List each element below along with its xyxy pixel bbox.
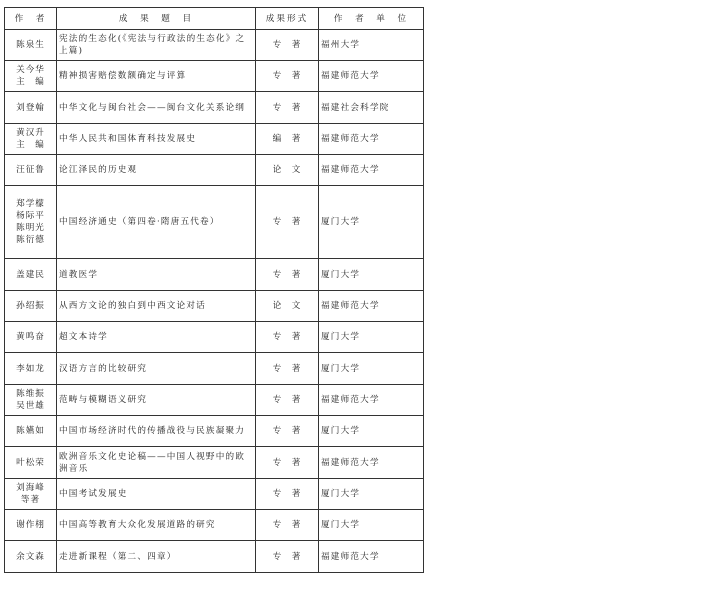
author-name: 李如龙: [16, 363, 45, 374]
unit-cell: 福建师范大学: [319, 155, 424, 186]
type-cell: 专 著: [256, 92, 319, 124]
author-cell: [5, 322, 57, 353]
title-cell: 中华文化与闽台社会——闽台文化关系论纲: [57, 92, 256, 124]
title-cell: 宪法的生态化(《宪法与行政法的生态化》之上篇): [57, 30, 256, 61]
table-row: [5, 353, 424, 385]
author-cell: [5, 259, 57, 291]
type-cell: 专 著: [256, 259, 319, 291]
type-cell: 专 著: [256, 510, 319, 541]
unit-cell: 厦门大学: [319, 353, 424, 385]
unit-cell: 福建师范大学: [319, 385, 424, 416]
author-name: 杨际平: [16, 211, 45, 221]
title-cell: 超文本诗学: [57, 322, 256, 353]
author-name: 等著: [20, 495, 41, 505]
author-cell: [5, 416, 57, 447]
unit-cell: 福建师范大学: [319, 541, 424, 573]
table-header-row: [5, 8, 424, 30]
author-name: 黄汉升: [16, 128, 45, 138]
author-cell: [5, 353, 57, 385]
author-name: 郑学檬: [16, 199, 45, 209]
table-body: [5, 30, 424, 573]
type-cell: 专 著: [256, 479, 319, 510]
type-cell: 专 著: [256, 30, 319, 61]
unit-cell: 厦门大学: [319, 416, 424, 447]
header-title: 成 果 题 目: [57, 8, 256, 30]
title-cell: 中华人民共和国体育科技发展史: [57, 124, 256, 155]
author-name: 陈泉生: [16, 40, 45, 50]
type-cell: 专 著: [256, 385, 319, 416]
table-row: [5, 385, 424, 416]
author-name: 关今华: [16, 65, 45, 75]
type-cell: 专 著: [256, 186, 319, 259]
author-name: 陈维振: [16, 389, 45, 399]
type-cell: 论 文: [256, 155, 319, 186]
table-row: [5, 447, 424, 479]
header-author: 作 者: [5, 8, 57, 30]
author-name: 主 编: [16, 140, 45, 150]
author-cell: [5, 30, 57, 61]
author-name: 孙绍振: [16, 301, 45, 311]
table-row: [5, 61, 424, 92]
title-cell: 中国考试发展史: [57, 479, 256, 510]
type-cell: 论 文: [256, 291, 319, 322]
author-name: 主 编: [16, 77, 45, 87]
type-cell: 专 著: [256, 416, 319, 447]
header-type: 成果形式: [256, 8, 319, 30]
author-name: 黄鸣奋: [16, 332, 45, 342]
author-cell: [5, 155, 57, 186]
type-cell: 专 著: [256, 447, 319, 479]
author-name: 刘登翰: [16, 102, 45, 113]
unit-cell: 福建师范大学: [319, 447, 424, 479]
table-row: [5, 155, 424, 186]
author-cell: [5, 510, 57, 541]
unit-cell: 福建师范大学: [319, 61, 424, 92]
type-cell: 专 著: [256, 353, 319, 385]
title-cell: 走进新课程（第二、四章）: [57, 541, 256, 573]
table-row: [5, 322, 424, 353]
author-name: 吴世雄: [16, 401, 45, 411]
table-row: [5, 92, 424, 124]
unit-cell: 福州大学: [319, 30, 424, 61]
type-cell: 专 著: [256, 61, 319, 92]
author-name: 刘海峰: [16, 483, 45, 493]
table-row: [5, 124, 424, 155]
header-unit: 作 者 单 位: [319, 8, 424, 30]
table-row: [5, 30, 424, 61]
title-cell: 汉语方言的比较研究: [57, 353, 256, 385]
author-cell: [5, 61, 57, 92]
unit-cell: 厦门大学: [319, 510, 424, 541]
type-cell: 专 著: [256, 322, 319, 353]
title-cell: 中国经济通史（第四卷·隋唐五代卷）: [57, 186, 256, 259]
table-row: [5, 510, 424, 541]
table-row: [5, 291, 424, 322]
author-name: 谢作栩: [16, 520, 45, 530]
type-cell: 专 著: [256, 541, 319, 573]
title-cell: 中国市场经济时代的传播战役与民族凝聚力: [57, 416, 256, 447]
author-cell: [5, 291, 57, 322]
table-row: [5, 186, 424, 259]
author-name: 陈衍德: [16, 235, 45, 245]
unit-cell: 厦门大学: [319, 186, 424, 259]
title-cell: 从西方文论的独白到中西文论对话: [57, 291, 256, 322]
unit-cell: 福建师范大学: [319, 124, 424, 155]
unit-cell: 厦门大学: [319, 479, 424, 510]
author-cell: [5, 541, 57, 573]
author-cell: [5, 385, 57, 416]
table-row: [5, 416, 424, 447]
author-name: 叶松荣: [16, 457, 45, 468]
author-cell: [5, 479, 57, 510]
unit-cell: 厦门大学: [319, 259, 424, 291]
author-cell: [5, 92, 57, 124]
title-cell: 道教医学: [57, 259, 256, 291]
type-cell: 编 著: [256, 124, 319, 155]
unit-cell: 厦门大学: [319, 322, 424, 353]
title-cell: 中国高等教育大众化发展道路的研究: [57, 510, 256, 541]
table-row: [5, 479, 424, 510]
table-row: [5, 259, 424, 291]
title-cell: 欧洲音乐文化史论稿——中国人视野中的欧洲音乐: [57, 447, 256, 479]
author-name: 盖建民: [16, 269, 45, 280]
author-cell: [5, 124, 57, 155]
author-cell: [5, 447, 57, 479]
unit-cell: 福建师范大学: [319, 291, 424, 322]
author-name: 汪征鲁: [16, 165, 45, 175]
awards-table: [4, 7, 424, 573]
author-name: 陈嬿如: [16, 426, 45, 436]
author-name: 余文森: [16, 551, 45, 562]
title-cell: 范畴与模糊语义研究: [57, 385, 256, 416]
unit-cell: 福建社会科学院: [319, 92, 424, 124]
title-cell: 精神损害赔偿数额确定与评算: [57, 61, 256, 92]
table-row: [5, 541, 424, 573]
author-cell: [5, 186, 57, 259]
author-name: 陈明光: [16, 223, 45, 233]
title-cell: 论江泽民的历史观: [57, 155, 256, 186]
